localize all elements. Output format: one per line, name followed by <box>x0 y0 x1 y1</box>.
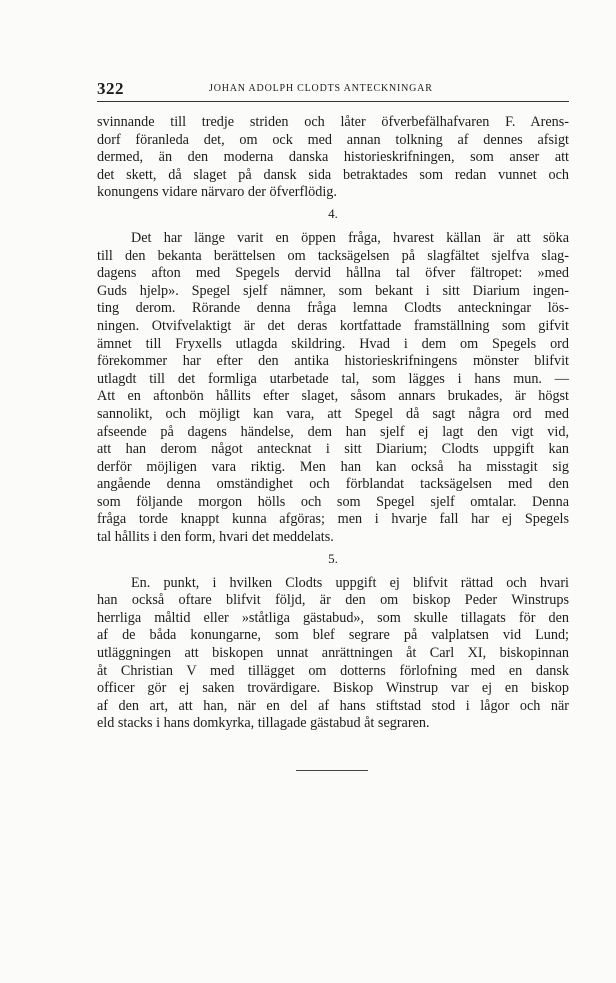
section-5-paragraph <box>97 575 569 733</box>
text-line: det skett, då slaget på dansk sida betraktades som redan vunnet och <box>97 166 569 183</box>
text-line: åt Christian V med tillägget om dotterns förlofning med en dansk <box>97 662 569 679</box>
text-line: ningen. Otvifvelaktigt är det deras kortfattade framställning som gifvit <box>97 317 569 334</box>
text-line: officer gör ej saken trovärdigare. Biskop Winstrup var ej en biskop <box>97 680 569 697</box>
text-line: konungens vidare närvaro der öfverflödig. <box>97 184 337 201</box>
text-line: till den bekanta berättelsen om tacksägelsen på slagfältet sjelfva slag- <box>97 247 569 264</box>
text-line: dermed, än den moderna danska historieskrifningen, som anser att <box>97 149 569 166</box>
section-number-5: 5. <box>328 550 338 566</box>
text-line: tal hållits i den form, hvari det meddelats. <box>97 529 334 546</box>
page-header <box>97 79 569 99</box>
end-rule <box>296 770 368 771</box>
page-number: 322 <box>97 79 124 98</box>
running-title: JOHAN ADOLPH CLODTS ANTECKNINGAR <box>209 83 433 94</box>
text-line: förekommer har efter den antika historieskrifningens mönster blifvit <box>97 353 569 370</box>
text-line: dagens afton med Spegels dervid hållna tal öfver fältropet: »med <box>97 265 569 282</box>
text-line: fråga torde knappt kunna afgöras; men i hvarje fall har ej Spegels <box>97 511 569 528</box>
text-line: ämnet till Fryxells utlagda skildring. Hvad i dem om Spegels ord <box>97 335 569 352</box>
text-line: Det har länge varit en öppen fråga, hvarest källan är att söka <box>131 229 569 246</box>
text-line: sannolikt, och möjligt kan vara, att Spegel då sagt några ord med <box>97 405 569 422</box>
text-line: herrliga måltid eller »ståtliga gästabud», som skulle tillagats för den <box>97 609 569 626</box>
paragraph-continued <box>97 114 569 202</box>
section-4-paragraph <box>97 230 569 547</box>
text-line: En. punkt, i hvilken Clodts uppgift ej blifvit rättad och hvari <box>131 574 569 591</box>
text-line: dorf föranleda det, om ock med annan tolkning af dennes afsigt <box>97 131 569 148</box>
text-line: af de båda konungarne, som blef segrare på valplatsen vid Lund; <box>97 627 569 644</box>
text-line: utlagdt till det formliga utarbetade tal, som lägges i hans mun. — <box>97 370 569 387</box>
section-number-4: 4. <box>328 205 338 221</box>
text-line: af den art, att han, när en del af hans stiftstad stod i lågor och när <box>97 697 569 714</box>
text-line: afseende på dagens händelse, dem han sjelf ej lagt den vigt vid, <box>97 423 569 440</box>
text-line: att han derom något antecknat i sitt Diarium; Clodts uppgift kan <box>97 441 569 458</box>
text-line: svinnande till tredje striden och låter öfverbefälhafvaren F. Arens- <box>97 114 569 130</box>
text-line: som följande morgon hölls och som Spegel sjelf omtalar. Denna <box>97 493 569 510</box>
header-rule <box>97 101 569 102</box>
text-line: utläggningen att biskopen unnat anrättningen åt Carl XI, biskopinnan <box>97 645 569 662</box>
text-line: eld stacks i hans domkyrka, tillagade gästabud åt segraren. <box>97 715 430 732</box>
text-line: ting derom. Rörande denna fråga lemna Clodts anteckningar lös- <box>97 300 569 317</box>
page-body <box>97 114 569 733</box>
text-line: Guds hjelp». Spegel sjelf nämner, som bekant i sitt Diarium ingen- <box>97 282 569 299</box>
text-line: derför möjligen vara riktig. Men han kan också ha misstagit sig <box>97 458 569 475</box>
text-line: Att en aftonbön hållits efter slaget, såsom annars brukades, är högst <box>97 388 569 405</box>
text-line: angående denna omständighet och förblandat tacksägelsen med den <box>97 476 569 493</box>
text-line: han också oftare blifvit följd, är den om biskop Peder Winstrups <box>97 592 569 609</box>
